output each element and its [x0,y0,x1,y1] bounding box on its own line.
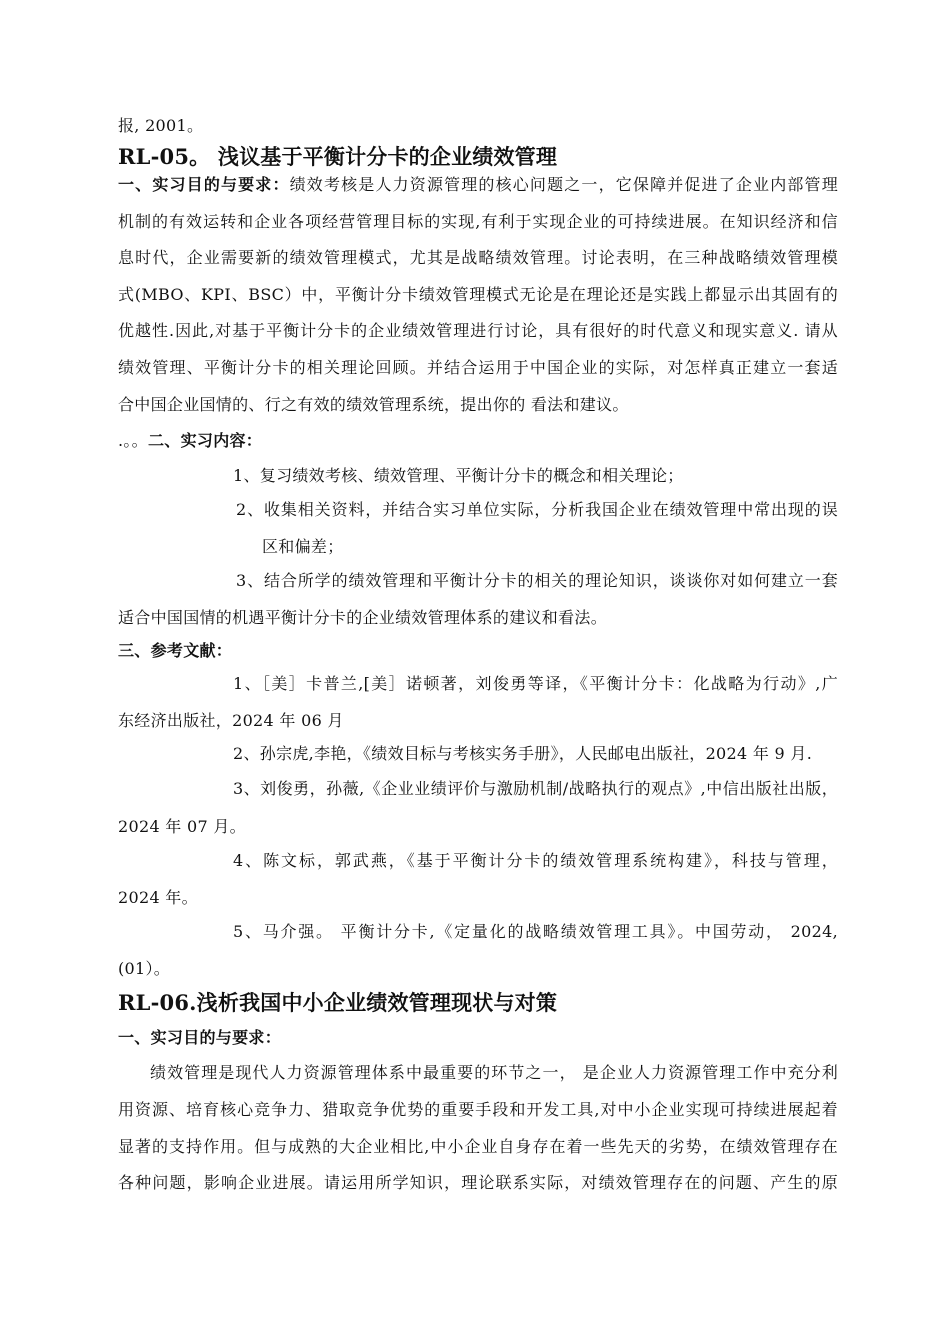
section-label: 三、参考文献： [118,641,233,660]
section-label: 一、实习目的与要求： [118,1028,282,1047]
list-item-continuation: 区和偏差； [262,537,344,556]
paragraph-line [118,430,838,452]
paragraph-line: 优越性.因此,对基于平衡计分卡的企业绩效管理进行讨论，具有很好的时代意义和现实意义. 请从 [118,321,838,340]
punctuation-prefix: .。。 [118,431,148,450]
paragraph-line: 机制的有效运转和企业各项经营管理目标的实现,有利于实现企业的可持续进展。在知识经济和信 [118,212,838,231]
list-item: 1、复习绩效考核、绩效管理、平衡计分卡的概念和相关理论； [233,466,684,485]
reference-item: 4、陈文标，郭武燕，《基于平衡计分卡的绩效管理系统构建》，科技与管理， [233,851,838,870]
paragraph-line: 合中国企业国情的、行之有效的绩效管理系统，提出你的 看法和建议。 [118,395,629,414]
reference-item: 3、刘俊勇，孙薇,《企业业绩评价与激励机制/战略执行的观点》,中信出版社出版， [233,779,838,798]
list-item: 2、收集相关资料，并结合实习单位实际，分析我国企业在绩效管理中常出现的误 [236,500,838,519]
reference-item: 5、马介强。 平衡计分卡,《定量化的战略绩效管理工具》。中国劳动， 2024, [233,922,838,941]
section-title-rl05: RL-05。 浅议基于平衡计分卡的企业绩效管理 [118,144,558,169]
paragraph-line: 绩效管理、平衡计分卡的相关理论回顾。并结合运用于中国企业的实际，对怎样真正建立一套适 [118,358,838,377]
paragraph-line: 各种问题，影响企业进展。请运用所学知识，理论联系实际，对绩效管理存在的问题、产生的原 [118,1173,838,1192]
paragraph-line: 息时代，企业需要新的绩效管理模式，尤其是战略绩效管理。讨论表明，在三种战略绩效管理模 [118,248,838,267]
section-label: 二、实习内容： [148,431,263,450]
reference-continuation: 东经济出版社，2024 年 06 月 [118,711,344,730]
paragraph-line [118,174,838,196]
reference-continuation: 2024 年。 [118,888,198,907]
paragraph-line: 用资源、培育核心竞争力、猎取竞争优势的重要手段和开发工具,对中小企业实现可持续进展起着 [118,1100,838,1119]
section-label-line [118,640,838,662]
paragraph-line: 绩效管理是现代人力资源管理体系中最重要的环节之一， 是企业人力资源管理工作中充分利 [150,1063,838,1082]
reference-item: 1、［美］卡普兰,[美］诺顿著，刘俊勇等译，《平衡计分卡：化战略为行动》,广 [233,674,838,693]
paragraph-line: 式(MBO、KPI、BSC）中，平衡计分卡绩效管理模式无论是在理论还是实践上都显示出其固有的 [118,285,838,304]
list-item-continuation: 适合中国国情的机遇平衡计分卡的企业绩效管理体系的建议和看法。 [118,608,608,627]
list-item: 3、结合所学的绩效管理和平衡计分卡的相关的理论知识，谈谈你对如何建立一套 [236,571,838,590]
reference-continuation: 2024 年 07 月。 [118,817,246,836]
reference-item: 2、孙宗虎,李艳，《绩效目标与考核实务手册》，人民邮电出版社，2024 年 9 月. [233,744,813,763]
section-label-line [118,1027,838,1049]
section-label: 一、实习目的与要求： [118,175,290,194]
paragraph-text: 绩效考核是人力资源管理的核心问题之一，它保障并促进了企业内部管理 [289,175,838,194]
reference-continuation: (01）。 [118,959,171,978]
paragraph-line: 显著的支持作用。但与成熟的大企业相比,中小企业自身存在着一些先天的劣势，在绩效管理存在 [118,1137,838,1156]
section-title-rl06: RL-06.浅析我国中小企业绩效管理现状与对策 [118,990,558,1015]
paragraph-line: 报, 2001。 [118,116,204,135]
